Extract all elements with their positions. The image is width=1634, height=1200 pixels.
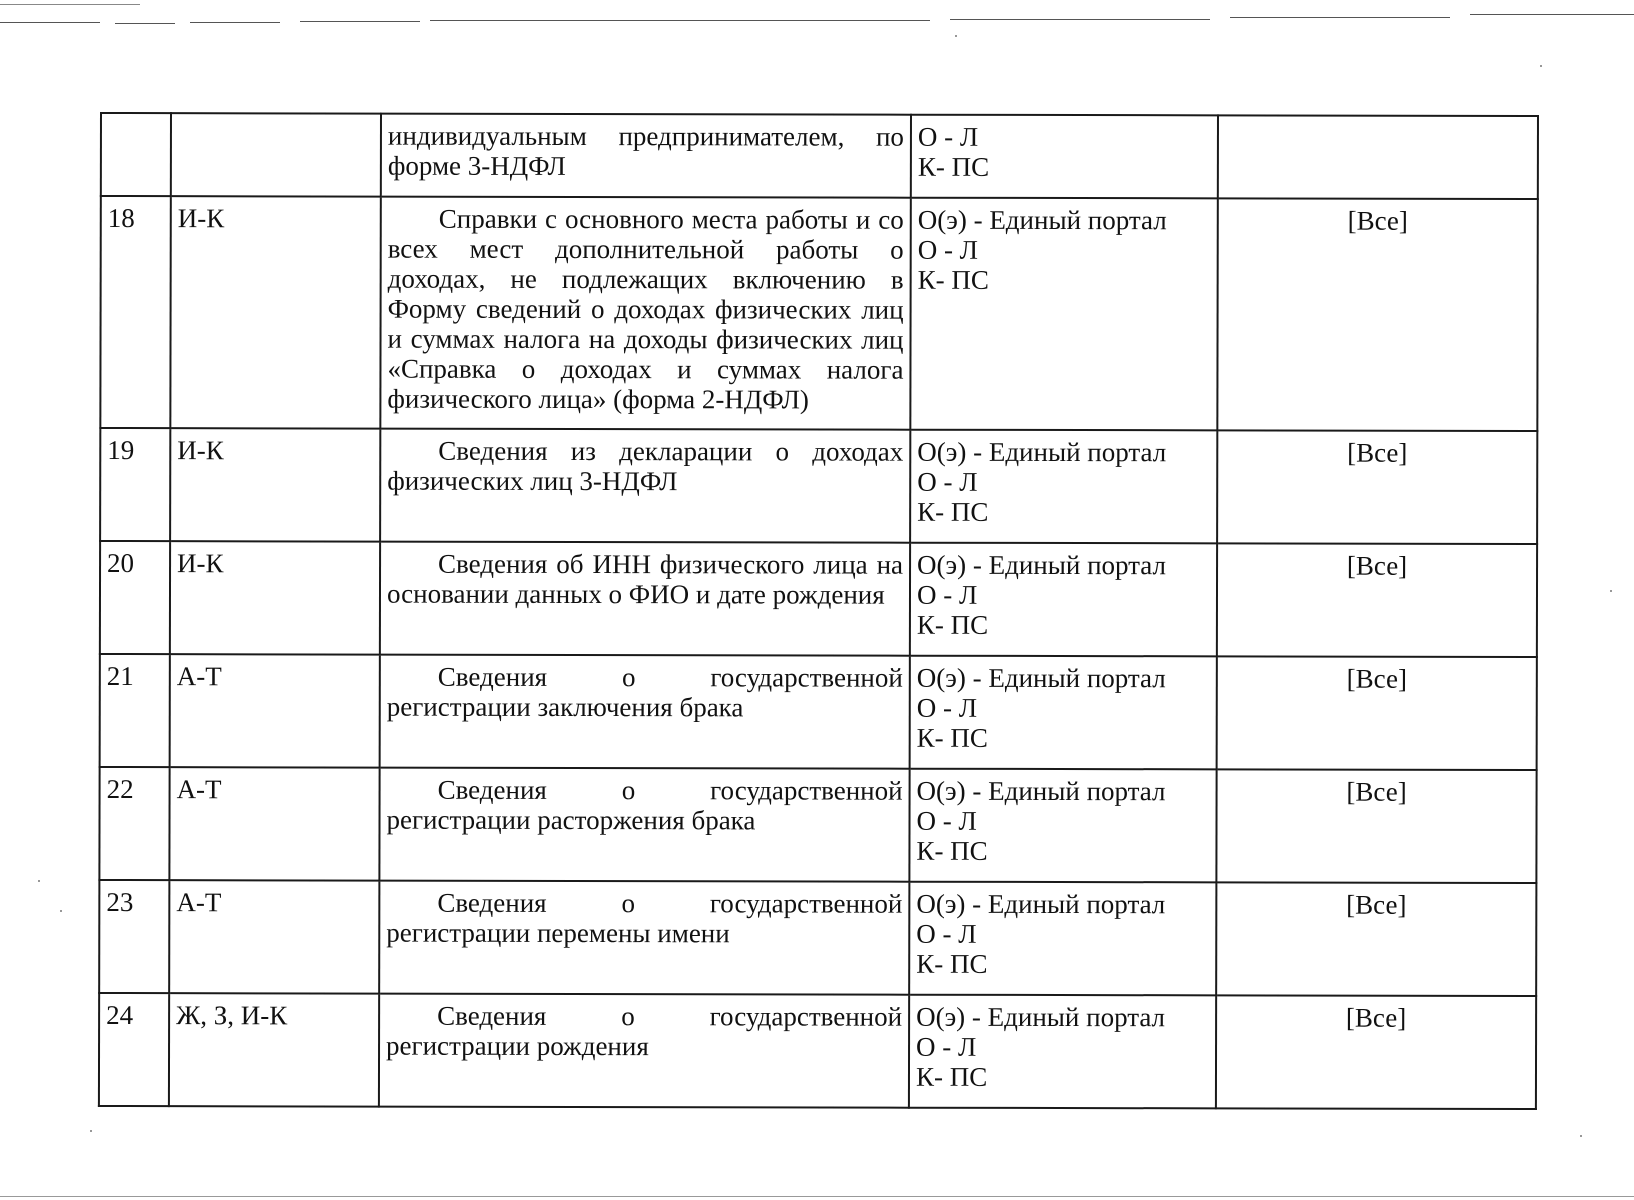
scan-edge-line <box>0 1196 1634 1197</box>
row-submission-method <box>910 198 1217 431</box>
row-category <box>171 113 381 196</box>
row-submission-method <box>909 769 1216 883</box>
row-document-name <box>379 994 909 1108</box>
method-line: К- ПС <box>917 151 990 182</box>
row-access: [Все] <box>1217 198 1537 431</box>
scan-speck <box>955 35 957 37</box>
method-line: О(э) - Единый портал <box>916 662 1166 694</box>
row-document-name-text: Справки с основного места работы и со всех мест дополнительной работы о доходах, не подлежащих включению в Форму сведений о доходах физических лиц и суммах налога на доходы физических лиц «Справка о доходах и суммах налога физического лица» (форма 2-НДФЛ) <box>387 203 904 415</box>
row-document-name-text: Сведения о государственной регистрации перемены имени <box>386 887 903 949</box>
method-line: О - Л <box>917 466 978 497</box>
row-access: [Все] <box>1217 656 1537 770</box>
row-document-name-text: Сведения о государственной регистрации рождения <box>386 1000 903 1062</box>
method-line: О - Л <box>916 805 977 836</box>
method-line: О - Л <box>917 234 979 265</box>
scan-edge-line <box>0 4 140 5</box>
row-document-name-text: Сведения из декларации о доходах физических лиц 3-НДФЛ <box>387 435 904 497</box>
method-line: О - Л <box>916 1031 977 1062</box>
row-category: А-Т <box>169 880 379 993</box>
method-line: К- ПС <box>916 948 988 979</box>
row-submission-method <box>909 995 1216 1109</box>
row-number: 21 <box>100 654 170 767</box>
row-document-name-text: индивидуальным предпринимателем, по форме 3-НДФЛ <box>387 120 904 181</box>
method-line: О - Л <box>916 579 978 610</box>
method-line: О - Л <box>917 121 979 152</box>
method-line: О(э) - Единый портал <box>916 1001 1166 1033</box>
table-row <box>100 541 1537 657</box>
row-number: 19 <box>100 428 170 541</box>
row-access: [Все] <box>1216 882 1536 996</box>
scan-edge-line <box>1230 17 1450 18</box>
row-document-name <box>379 881 909 995</box>
row-document-name <box>380 542 910 656</box>
table-row <box>99 767 1536 883</box>
row-document-name <box>380 655 910 769</box>
scan-edge-line <box>1470 14 1634 15</box>
row-document-name <box>380 429 910 543</box>
row-number: 20 <box>100 541 170 654</box>
row-access: [Все] <box>1217 543 1537 657</box>
scan-edge-line <box>190 22 280 23</box>
row-category: И-К <box>170 428 380 541</box>
table-row <box>100 196 1537 431</box>
row-document-name-text: Сведения о государственной регистрации расторжения брака <box>386 774 903 836</box>
method-line: О - Л <box>916 692 978 723</box>
row-access: [Все] <box>1217 430 1537 544</box>
method-line: К- ПС <box>915 1061 988 1092</box>
row-document-name-text: Сведения о государственной регистрации заключения брака <box>386 661 903 723</box>
document-table <box>98 112 1539 1110</box>
method-line: О(э) - Единый портал <box>916 888 1166 920</box>
row-number: 24 <box>99 993 169 1106</box>
method-line: О(э) - Единый портал <box>917 204 1167 236</box>
scan-speck <box>1540 65 1542 67</box>
method-line: К- ПС <box>917 264 989 295</box>
scan-speck <box>1610 590 1612 592</box>
scan-edge-line <box>115 23 175 24</box>
row-document-name <box>379 768 909 882</box>
method-line: К- ПС <box>916 835 988 866</box>
row-submission-method <box>909 882 1216 996</box>
method-line: О - Л <box>916 918 977 949</box>
scan-edge-line <box>430 20 930 21</box>
table-row <box>100 654 1537 770</box>
method-line: К- ПС <box>916 609 989 640</box>
row-category: А-Т <box>170 654 380 767</box>
table-row <box>101 113 1538 199</box>
row-number <box>101 113 171 196</box>
row-category: Ж, З, И-К <box>169 993 379 1106</box>
row-document-name <box>380 197 910 430</box>
row-submission-method <box>911 115 1218 199</box>
method-line: О(э) - Единый портал <box>917 549 1167 581</box>
row-access <box>1218 115 1538 199</box>
scan-speck <box>1580 1135 1582 1137</box>
row-category: И-К <box>170 541 380 654</box>
row-submission-method <box>910 430 1217 544</box>
method-line: К- ПС <box>917 496 989 527</box>
scan-edge-line <box>0 22 100 23</box>
row-submission-method <box>910 543 1217 657</box>
row-document-name-text: Сведения об ИНН физического лица на основании данных о ФИО и дате рождения <box>386 548 904 610</box>
row-number: 22 <box>99 767 169 880</box>
row-category: И-К <box>170 196 380 428</box>
row-access: [Все] <box>1216 769 1536 883</box>
scan-speck <box>60 910 62 912</box>
scan-speck <box>90 1130 92 1132</box>
scan-edge-line <box>950 19 1210 20</box>
table-row <box>99 880 1536 996</box>
method-line: О(э) - Единый портал <box>917 436 1167 468</box>
scan-speck <box>38 880 40 882</box>
method-line: О(э) - Единый портал <box>916 775 1166 807</box>
row-category: А-Т <box>169 767 379 880</box>
row-submission-method <box>910 656 1217 770</box>
row-number: 18 <box>100 196 170 428</box>
row-document-name <box>381 114 911 198</box>
row-access: [Все] <box>1216 995 1536 1109</box>
method-line: К- ПС <box>916 722 988 753</box>
row-number: 23 <box>99 880 169 993</box>
table-row <box>100 428 1537 544</box>
scan-edge-line <box>300 21 420 22</box>
table-row <box>99 993 1536 1109</box>
